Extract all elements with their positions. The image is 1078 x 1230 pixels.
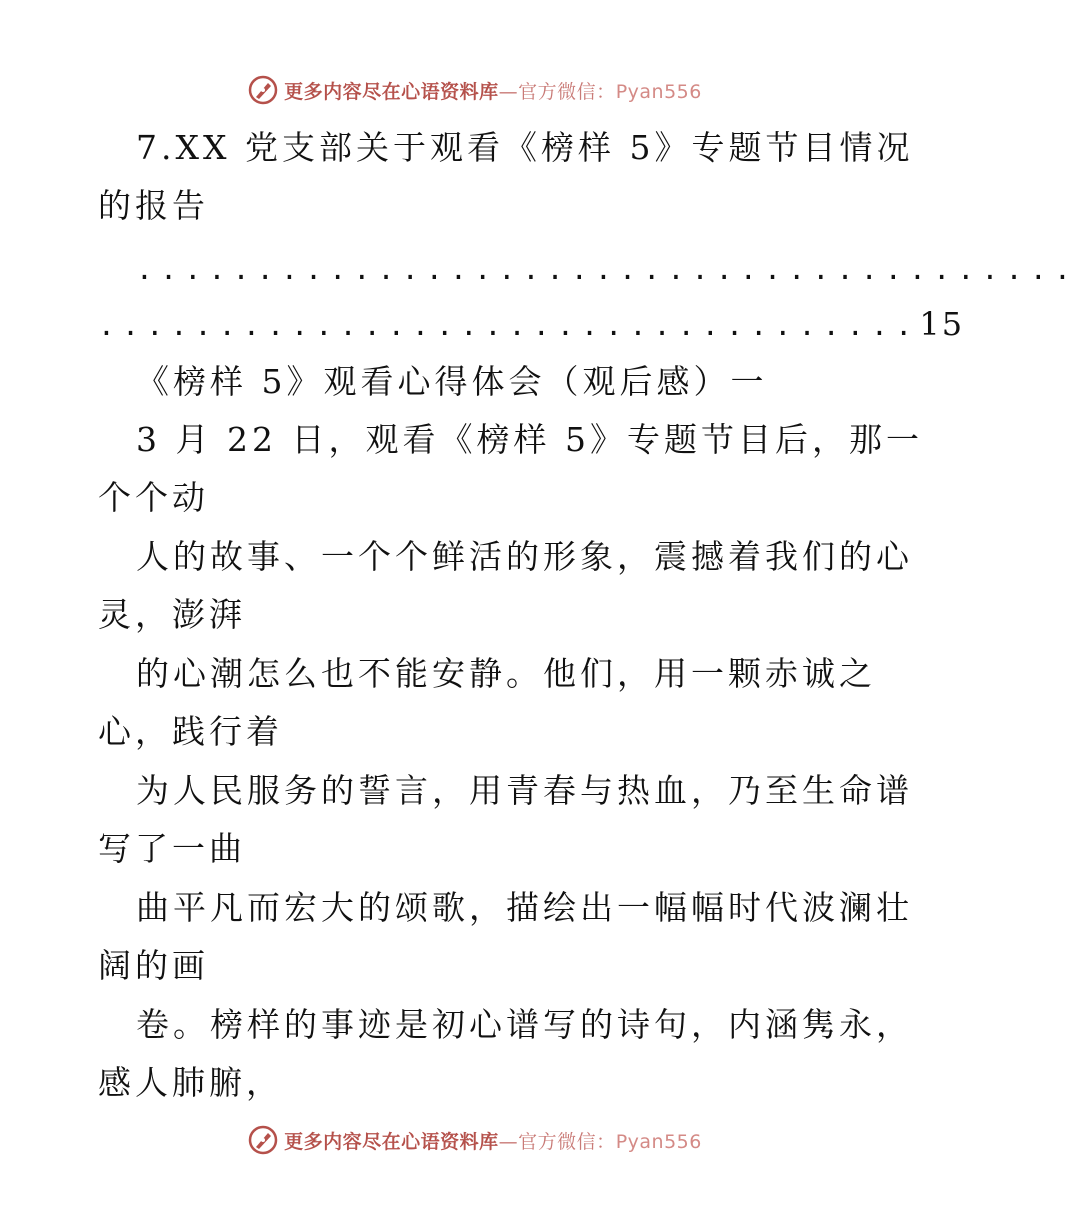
article-line: 心，践行着 [98,712,283,751]
header-watermark [0,70,950,110]
article-line: 感人肺腑， [98,1063,283,1102]
article-line: 人的故事、一个个鲜活的形象，震撼着我们的心 [136,537,913,576]
pen-logo-icon [248,75,278,105]
article-line: 3 月 22 日，观看《榜样 5》专题节目后，那一 [136,420,923,459]
toc-entry-line-2: 的报告 [98,186,209,225]
watermark-channel: 官方微信： [518,1130,616,1153]
watermark-channel: 官方微信： [518,80,616,103]
article-line: 卷。榜样的事迹是初心谱写的诗句，内涵隽永， [136,1005,913,1044]
watermark-dash: — [498,1130,519,1153]
article-title: 《榜样 5》观看心得体会（观后感）一 [136,362,768,401]
toc-dot-leader-1: ....................................... [136,253,1078,286]
toc-dot-leader-2-row [98,304,964,346]
pen-logo-icon [248,1125,278,1155]
article-line: 灵，澎湃 [98,595,246,634]
watermark-text [284,1127,702,1154]
article-line: 阔的画 [98,946,209,985]
article-line: 为人民服务的誓言，用青春与热血，乃至生命谱 [136,771,913,810]
toc-entry-line-1: 7.XX 党支部关于观看《榜样 5》专题节目情况 [136,128,914,167]
watermark-lead: 更多内容尽在心语资料库 [284,80,499,103]
toc-page-number: 15 [919,305,965,343]
toc-dot-leader-2: .................................. [98,309,920,342]
watermark-dash: — [498,80,519,103]
footer-watermark [0,1120,950,1160]
article-line: 曲平凡而宏大的颂歌，描绘出一幅幅时代波澜壮 [136,888,913,927]
article-line: 个个动 [98,478,209,517]
article-line: 的心潮怎么也不能安静。他们，用一颗赤诚之 [136,654,876,693]
watermark-lead: 更多内容尽在心语资料库 [284,1130,499,1153]
watermark-id: Pyan556 [615,1130,702,1153]
watermark-text [284,77,702,104]
article-line: 写了一曲 [98,829,246,868]
watermark-id: Pyan556 [615,80,702,103]
